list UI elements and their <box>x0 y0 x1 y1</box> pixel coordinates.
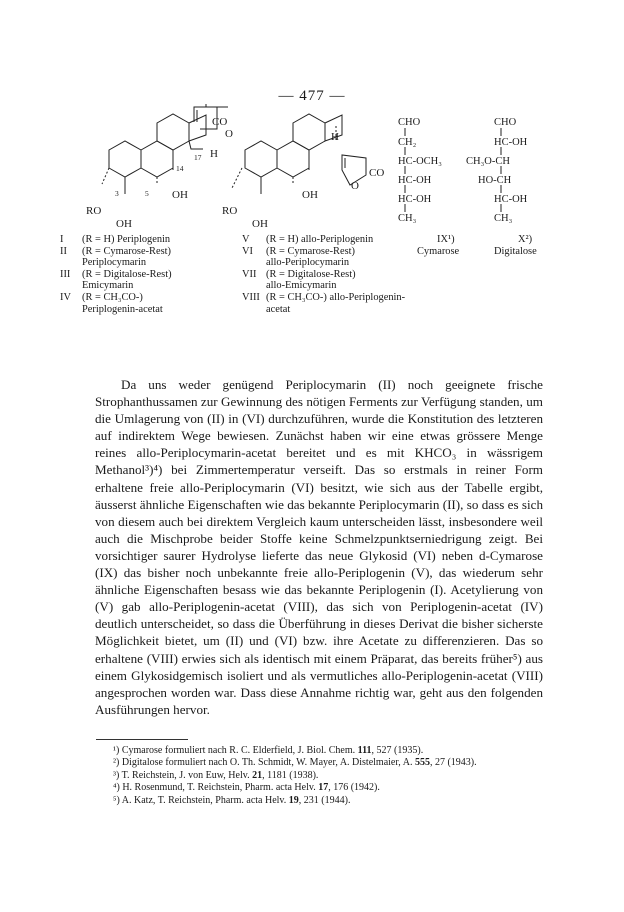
left-oh-bottom: OH <box>116 218 132 230</box>
legend-row: II (R = Cymarose-Rest) VI (R = Cymarose-Rest) Cymarose Digitalose <box>60 245 537 257</box>
left-oh-center: OH <box>172 189 188 201</box>
svg-text:HO-CH: HO-CH <box>478 175 512 186</box>
digitalose-formula <box>466 117 528 224</box>
svg-text:HC-OH: HC-OH <box>494 194 528 205</box>
left-ring-a <box>109 141 141 177</box>
svg-text:HC-OH: HC-OH <box>398 175 432 186</box>
page-number: — 477 — <box>278 88 346 104</box>
left-n17-label: 17 <box>194 153 202 162</box>
legend-row: III (R = Digitalose-Rest) VII (R = Digitalose-Rest) <box>60 268 356 280</box>
left-ring-b <box>141 141 173 177</box>
legend-row: I (R = H) Periplogenin V (R = H) allo-Periplogenin IX¹) X²) <box>60 234 533 245</box>
left-h-label: H <box>210 148 218 160</box>
right-h-label: H <box>331 131 339 143</box>
right-oh-center: OH <box>302 189 318 201</box>
right-ring-a <box>245 141 277 177</box>
svg-text:CH₃O-CH: CH₃O-CH <box>466 156 510 167</box>
svg-text:CHO: CHO <box>494 117 517 128</box>
left-n5-label: 5 <box>145 189 149 198</box>
left-ring-c <box>157 114 189 150</box>
svg-text:HC-OH: HC-OH <box>494 137 528 148</box>
legend-row: Periplogenin-acetat acetat <box>82 303 291 315</box>
svg-text:HC-OH: HC-OH <box>398 194 432 205</box>
svg-text:CH₃: CH₃ <box>398 213 417 224</box>
compound-legend <box>60 234 580 315</box>
footnote-separator <box>96 739 188 740</box>
footnote: ⁵) A. Katz, T. Reichstein, Pharm. acta Helv. 19, 231 (1944). <box>113 794 351 806</box>
body-text <box>95 376 543 718</box>
right-co-label: CO <box>369 167 385 179</box>
footnote: ²) Digitalose formuliert nach O. Th. Schmidt, W. Mayer, A. Distelmaier, A. 555, 27 (1943). <box>113 757 477 769</box>
legend-row: Emicymarin allo-Emicymarin <box>82 280 337 292</box>
left-ro-label: RO <box>86 205 102 217</box>
right-oh-bottom: OH <box>252 218 268 230</box>
footnotes <box>95 745 543 807</box>
footnote: ⁴) H. Rosenmund, T. Reichstein, Pharm. acta Helv. 17, 176 (1942). <box>113 782 380 794</box>
left-n14-label: 14 <box>176 164 184 173</box>
svg-text:CHO: CHO <box>398 117 421 128</box>
svg-text:HC-OCH₃: HC-OCH₃ <box>398 156 442 167</box>
legend-row: IV (R = CH₃CO-) VIII (R = CH₃CO-) allo-Periplogenin- <box>60 291 406 303</box>
footnote: ³) T. Reichstein, J. von Euw, Helv. 21, 1181 (1938). <box>113 769 319 781</box>
svg-text:CH₃: CH₃ <box>494 213 513 224</box>
structural-formulas <box>0 0 624 232</box>
left-n3-label: 3 <box>115 189 119 198</box>
right-ring-b <box>277 141 309 177</box>
right-o-label: O <box>351 180 359 192</box>
legend-row: Periplocymarin allo-Periplocymarin <box>82 257 350 269</box>
footnote: ¹) Cymarose formuliert nach R. C. Elderfield, J. Biol. Chem. 111, 527 (1935). <box>113 745 424 756</box>
right-ring-c <box>293 114 325 150</box>
left-o-label: O <box>225 128 233 140</box>
left-co-label: CO <box>212 116 228 128</box>
paragraph: Da uns weder genügend Periplocymarin (II) noch geeignete frische Strophanthussamen zur Gewinnung des nötigen Ferments zur Verfügung standen, um die Umlagerung von (II) in (VI) durchzuführen, wurde die Konstitution des letzteren auf indirektem Wege bewiesen. Zunächst haben wir eine etwas grössere Menge reines allo-Periplocymarin-acetat bereitet und es mit KHCO₃ in wässrigem Methanol³)⁴) bei Zimmertemperatur verseift. Das so erstmals in reiner Form erhaltene freie allo-Periplocymarin (VI) besitzt, wie sich aus der Tabelle ergibt, äusserst ähnliche Eigenschaften wie das bekannte Periplocymarin (II), so dass es sich von diesem auch bei direktem Vergleich kaum unterscheiden lässt, insbesondere weil auch die Mischprobe beider Stoffe keine Schmelzpunktserniedrigung zeigt. Bei vorsichtiger saurer Hydrolyse lieferte das neue Glykosid (VI) neben d-Cymarose (IX) das bisher noch unbekannte freie allo-Periplogenin (V), das wiederum sehr ähnliche Eigenschaften besass wie das bekannte Periplogenin (I). Acetylierung von (V) gab allo-Periplogenin-acetat (VIII), das sich von Periplogenin-acetat (IV) deutlich unterscheidet, so dass die Überführung in dieses Derivat die bisher sicherste Möglichkeit bietet, um (II) und (VI) bzw. ihre Acetate zu differenzieren. Das so erhaltene (VIII) erwies sich als identisch mit einem Präparat, das bereits früher⁵) aus einem Glykosidgemisch isoliert und als vermutliches allo-Periplogenin-acetat (VIII) angesprochen worden war. Dass diese Annahme richtig war, geht aus den folgenden Ausführungen hervor. <box>95 377 543 717</box>
right-ro-label: RO <box>222 205 238 217</box>
svg-text:CH₂: CH₂ <box>398 137 417 148</box>
